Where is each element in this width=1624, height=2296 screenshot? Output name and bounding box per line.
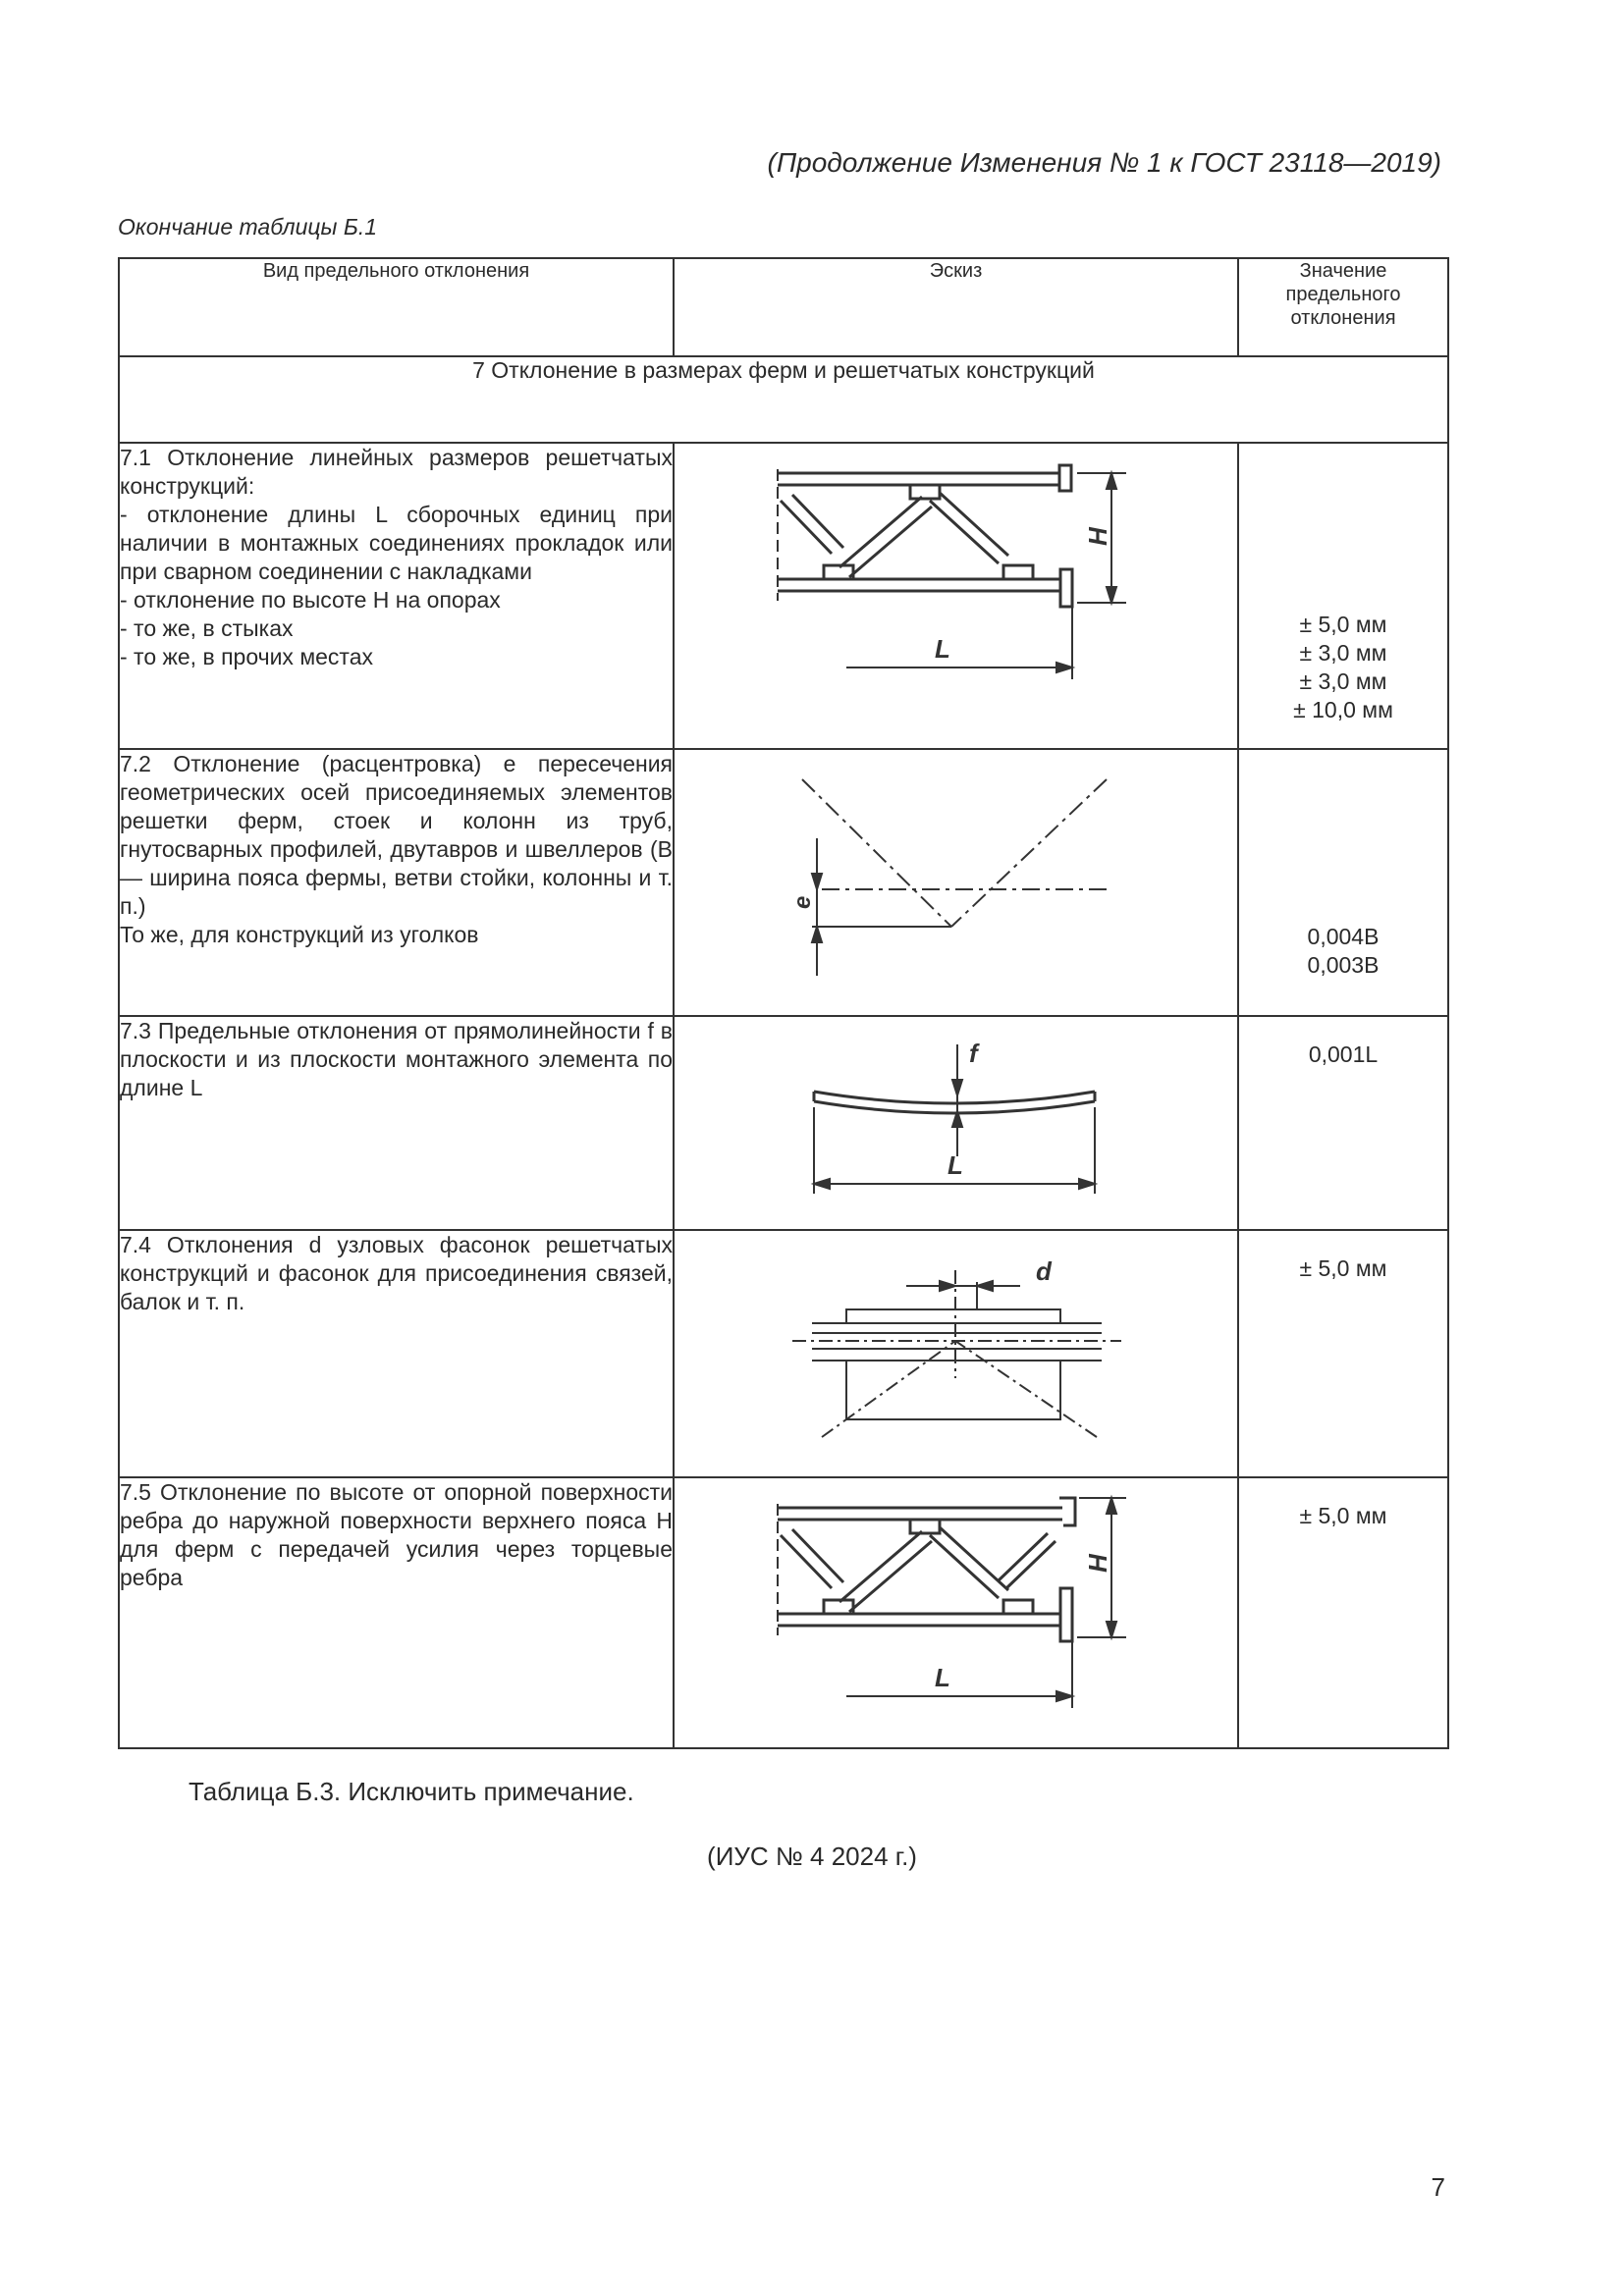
row-description [119, 443, 674, 749]
truss-sketch [675, 444, 1239, 746]
page-number: 7 [1431, 2172, 1445, 2202]
label-h: H [1083, 527, 1112, 546]
footer-note: Таблица Б.3. Исключить примечание. [189, 1777, 634, 1806]
value-line: 0,001L [1308, 1041, 1379, 1067]
value-cell [1238, 1230, 1448, 1477]
section-title: 7 Отклонение в размерах ферм и решетчатых конструкций [119, 356, 1448, 443]
value-cell [1238, 1477, 1448, 1748]
desc-line: 7.2 Отклонение (расцентровка) e пересечения геометрических осей присоединяемых элементов решетки ферм, стоек и колонн из труб, гнутосварных профилей, двутавров и швеллеров (B — ширина пояса фермы, ветви стойки, колонны и т. п.) [120, 751, 673, 919]
desc-line: 7.3 Предельные отклонения от прямолинейности f в плоскости и из плоскости монтажного элемента по длине L [120, 1018, 673, 1100]
desc-line: - отклонение по высоте H на опорах [120, 587, 501, 613]
sketch-cell [674, 1016, 1238, 1230]
end-rib-truss-sketch [675, 1478, 1239, 1745]
desc-line: - то же, в прочих местах [120, 644, 373, 669]
row-description [119, 749, 674, 1016]
sketch-cell [674, 749, 1238, 1016]
straightness-sketch [675, 1017, 1239, 1227]
table-row [119, 749, 1448, 1016]
value-line: ± 3,0 мм [1299, 668, 1387, 694]
desc-line: 7.1 Отклонение линейных размеров решетчатых конструкций: [120, 445, 673, 499]
column-header-type: Вид предельного отклонения [119, 258, 674, 356]
value-line: ± 10,0 мм [1293, 697, 1393, 722]
desc-line: - то же, в стыках [120, 615, 294, 641]
footer-ius: (ИУС № 4 2024 г.) [707, 1842, 917, 1871]
document-header: (Продолжение Изменения № 1 к ГОСТ 23118—2019) [767, 147, 1441, 178]
label-l: L [947, 1150, 963, 1180]
desc-line: 7.4 Отклонения d узловых фасонок решетчатых конструкций и фасонок для присоединения связей, балок и т. п. [120, 1232, 673, 1314]
sketch-cell [674, 1230, 1238, 1477]
row-description [119, 1230, 674, 1477]
value-cell [1238, 1016, 1448, 1230]
label-l: L [935, 634, 950, 664]
desc-line: - отклонение длины L сборочных единиц при наличии в монтажных соединениях прокладок или при сварном соединении с накладками [120, 502, 673, 584]
value-line: 0,003B [1307, 952, 1380, 978]
value-line: 0,004B [1307, 924, 1380, 949]
column-header-value: Значение предельного отклонения [1238, 258, 1448, 356]
label-l: L [935, 1663, 950, 1692]
table-row [119, 1016, 1448, 1230]
value-line: ± 5,0 мм [1299, 612, 1387, 637]
table-row [119, 1230, 1448, 1477]
sketch-cell [674, 1477, 1238, 1748]
desc-line: 7.5 Отклонение по высоте от опорной поверхности ребра до наружной поверхности верхнего пояса H для ферм с передачей усилия через торцевые ребра [120, 1479, 673, 1590]
desc-line: То же, для конструкций из уголков [120, 922, 479, 947]
label-e: e [789, 895, 816, 909]
table-row [119, 1477, 1448, 1748]
value-cell [1238, 749, 1448, 1016]
gusset-sketch [675, 1231, 1239, 1474]
value-line: ± 5,0 мм [1299, 1503, 1387, 1528]
label-h: H [1083, 1554, 1112, 1573]
value-line: ± 3,0 мм [1299, 640, 1387, 666]
table-caption: Окончание таблицы Б.1 [118, 214, 378, 240]
label-d: d [1036, 1256, 1052, 1286]
label-f: f [969, 1039, 978, 1068]
sketch-cell [674, 443, 1238, 749]
row-description [119, 1477, 674, 1748]
value-line: ± 5,0 мм [1299, 1255, 1387, 1281]
value-cell [1238, 443, 1448, 749]
column-header-sketch: Эскиз [674, 258, 1238, 356]
row-description [119, 1016, 674, 1230]
axis-offset-sketch [675, 750, 1239, 1013]
table-row [119, 443, 1448, 749]
deviation-table [118, 257, 1449, 1749]
